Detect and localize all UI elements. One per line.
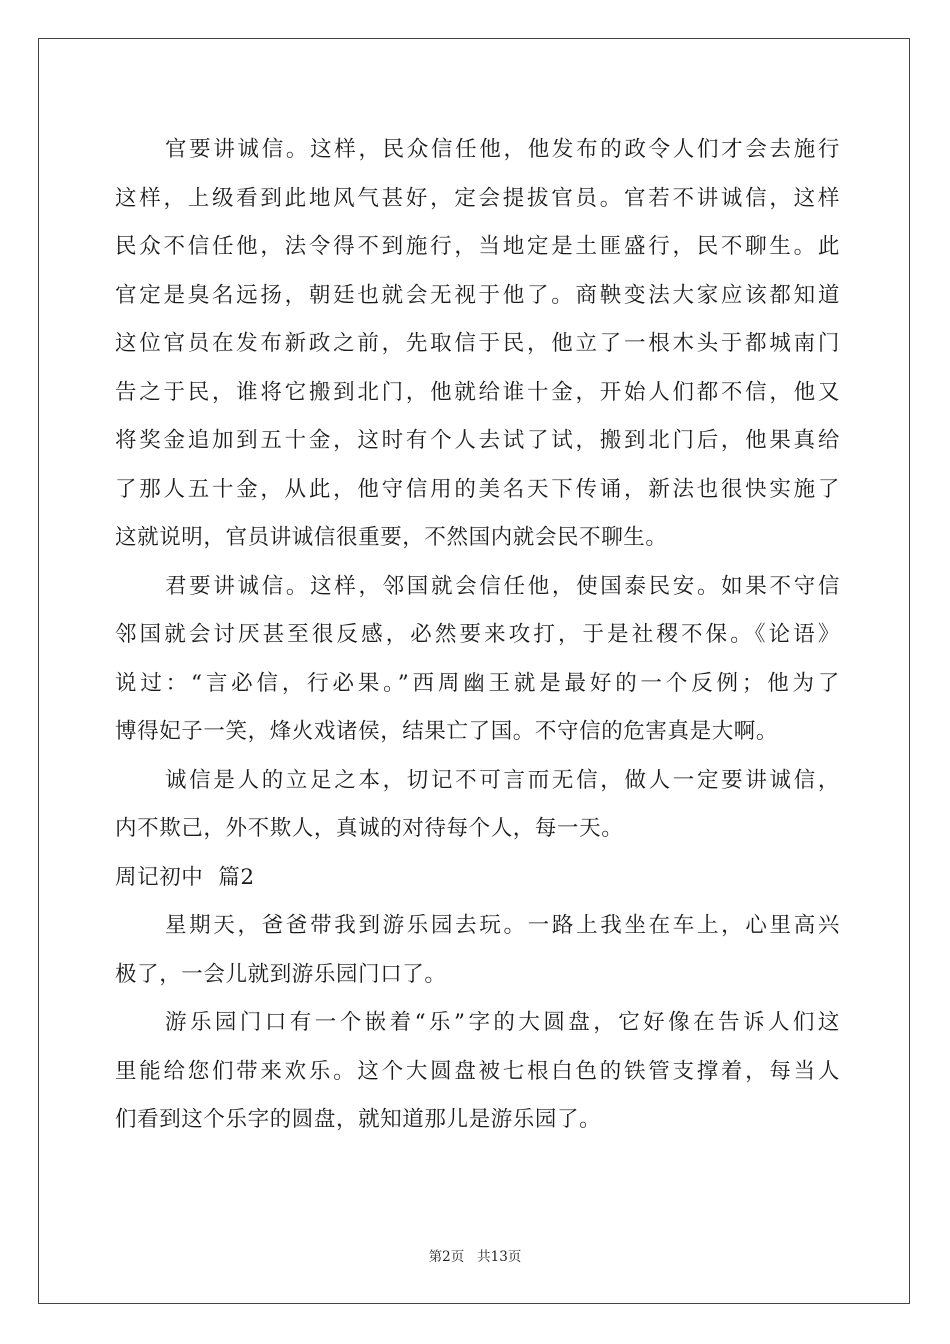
paragraph-line: 将奖金追加到五十金，这时有个人去试了试，搬到北门后，他果真给 — [115, 428, 840, 453]
paragraph-line: 内不欺己，外不欺人，真诚的对待每个人，每一天。 — [115, 816, 624, 841]
paragraph-line: 里能给您们带来欢乐。这个大圆盘被七根白色的铁管支撑着，每当人 — [115, 1058, 840, 1084]
document-body — [115, 126, 840, 1145]
paragraph-line: 星期天，爸爸带我到游乐园去玩。一路上我坐在车上，心里高兴 — [165, 913, 840, 938]
paragraph-line: 告之于民，谁将它搬到北门，他就给谁十金，开始人们都不信，他又 — [115, 379, 840, 405]
paragraph-line: 官要讲诚信。这样，民众信任他，他发布的政令人们才会去施行 — [165, 137, 840, 162]
paragraph-line: 这位官员在发布新政之前，先取信于民，他立了一根木头于都城南门 — [115, 331, 840, 356]
section-heading: 周记初中 篇2 — [115, 864, 255, 890]
paragraph-line: 这就说明，官员讲诚信很重要，不然国内就会民不聊生。 — [115, 525, 668, 550]
paragraph-line: 说过：“言必信，行必果。”西周幽王就是最好的一个反例；他为了 — [115, 670, 840, 696]
paragraph-line: 邻国就会讨厌甚至很反感，必然要来攻打，于是社稷不保。《论语》 — [115, 622, 840, 647]
paragraph-line: 极了，一会儿就到游乐园门口了。 — [115, 961, 447, 987]
paragraph-line: 了那人五十金，从此，他守信用的美名天下传诵，新法也很快实施了 — [115, 476, 840, 502]
paragraph-line: 游乐园门口有一个嵌着“乐”字的大圆盘，它好像在告诉人们这 — [165, 1010, 840, 1035]
paragraph-line: 这样，上级看到此地风气甚好，定会提拔官员。官若不讲诚信，这样 — [115, 185, 840, 211]
paragraph-line: 博得妃子一笑，烽火戏诸侯，结果亡了国。不守信的危害真是大啊。 — [115, 719, 779, 744]
paragraph-line: 民众不信任他，法令得不到施行，当地定是土匪盛行，民不聊生。此 — [115, 234, 840, 259]
paragraph-line: 君要讲诚信。这样，邻国就会信任他，使国泰民安。如果不守信 — [165, 573, 840, 599]
paragraph-line: 诚信是人的立足之本，切记不可言而无信，做人一定要讲诚信， — [165, 767, 840, 793]
page-number: 第2页 共13页 — [428, 1249, 522, 1265]
paragraph-line: 们看到这个乐字的圆盘，就知道那儿是游乐园了。 — [115, 1107, 602, 1132]
paragraph-line: 官定是臭名远扬，朝廷也就会无视于他了。商鞅变法大家应该都知道 — [115, 282, 840, 308]
